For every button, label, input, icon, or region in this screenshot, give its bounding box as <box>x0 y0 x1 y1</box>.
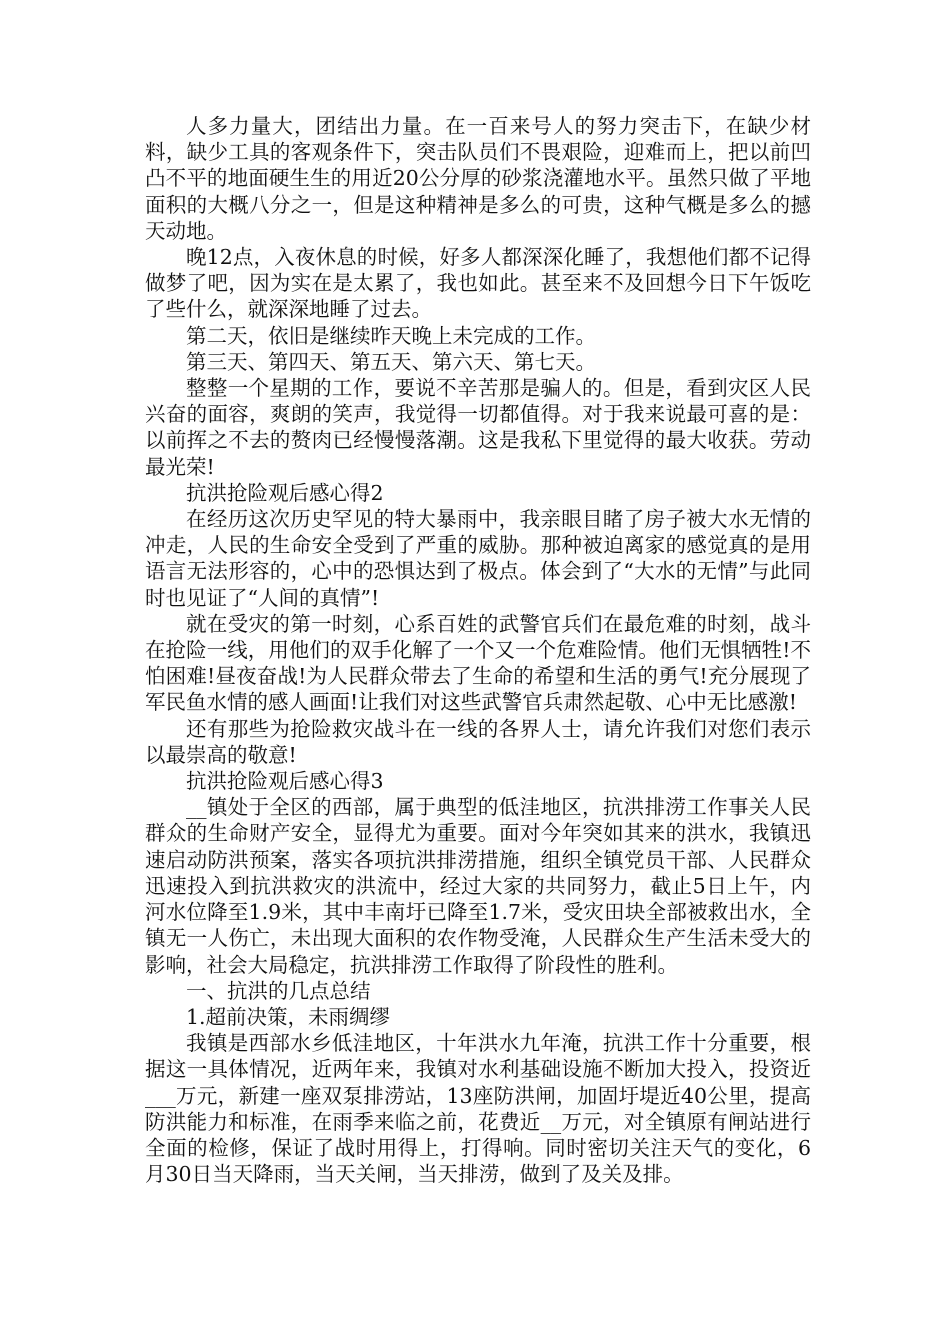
paragraph-3: 第二天，依旧是继续昨天晚上未完成的工作。 <box>186 323 596 348</box>
subheading-summary: 一、抗洪的几点总结 <box>186 978 371 1003</box>
paragraph-10: 我镇是西部水乡低洼地区，十年洪水九年淹，抗洪工作十分重要，根据这一具体情况，近两年来，我镇对水利基础设施不断加大投入，投资近___万元，新建一座双泵排涝站，13座防洪闸，加固圩堤近40公里，提高防洪能力和标准，在雨季来临之前，花费近__万元，对全镇原有闸站进行全面的检修，保证了战时用得上，打得响。同时密切关注天气的变化，6月30日当天降雨，当天关闸，当天排涝，做到了及关及排。 <box>145 1031 811 1187</box>
section-heading-2: 抗洪抢险观后感心得2 <box>186 480 384 505</box>
section-heading-3: 抗洪抢险观后感心得3 <box>186 769 384 794</box>
subheading-point-1: 1.超前决策，未雨绸缪 <box>186 1004 391 1029</box>
paragraph-8: 还有那些为抢险救灾战斗在一线的各界人士，请允许我们对您们表示以最崇高的敬意! <box>145 716 811 767</box>
paragraph-6: 在经历这次历史罕见的特大暴雨中，我亲眼目睹了房子被大水无情的冲走，人民的生命安全受到了严重的威胁。那种被迫离家的感觉真的是用语言无法形容的，心中的恐惧达到了极点。体会到了“大水的无情”与此同时也见证了“人间的真情”! <box>145 507 811 610</box>
paragraph-5: 整整一个星期的工作，要说不辛苦那是骗人的。但是，看到灾区人民兴奋的面容，爽朗的笑声，我觉得一切都值得。对于我来说最可喜的是：以前挥之不去的赘肉已经慢慢落潮。这是我私下里觉得的最大收获。劳动最光荣! <box>145 376 811 479</box>
paragraph-4: 第三天、第四天、第五天、第六天、第七天。 <box>186 349 596 374</box>
paragraph-2: 晚12点，入夜休息的时候，好多人都深深化睡了，我想他们都不记得做梦了吧，因为实在是太累了，我也如此。甚至来不及回想今日下午饭吃了些什么，就深深地睡了过去。 <box>145 245 811 322</box>
paragraph-9: __镇处于全区的西部，属于典型的低洼地区，抗洪排涝工作事关人民群众的生命财产安全，显得尤为重要。面对今年突如其来的洪水，我镇迅速启动防洪预案，落实各项抗洪排涝措施，组织全镇党员干部、人民群众迅速投入到抗洪救灾的洪流中，经过大家的共同努力，截止5日上午，内河水位降至1.9米，其中丰南圩已降至1.7米，受灾田块全部被救出水，全镇无一人伤亡，未出现大面积的农作物受淹，人民群众生产生活未受大的影响，社会大局稳定，抗洪排涝工作取得了阶段性的胜利。 <box>145 795 811 977</box>
paragraph-7: 就在受灾的第一时刻，心系百姓的武警官兵们在最危难的时刻，战斗在抢险一线，用他们的双手化解了一个又一个危难险情。他们无惧牺牲!不怕困难!昼夜奋战!为人民群众带去了生命的希望和生活的勇气!充分展现了军民鱼水情的感人画面!让我们对这些武警官兵肃然起敬、心中无比感激! <box>145 611 811 715</box>
document-page <box>145 113 811 1187</box>
paragraph-1: 人多力量大，团结出力量。在一百来号人的努力突击下，在缺少材料，缺少工具的客观条件下，突击队员们不畏艰险，迎难而上，把以前凹凸不平的地面硬生生的用近20公分厚的砂浆浇灌地水平。虽然只做了平地面积的大概八分之一，但是这种精神是多么的可贵，这种气概是多么的撼天动地。 <box>145 114 811 243</box>
